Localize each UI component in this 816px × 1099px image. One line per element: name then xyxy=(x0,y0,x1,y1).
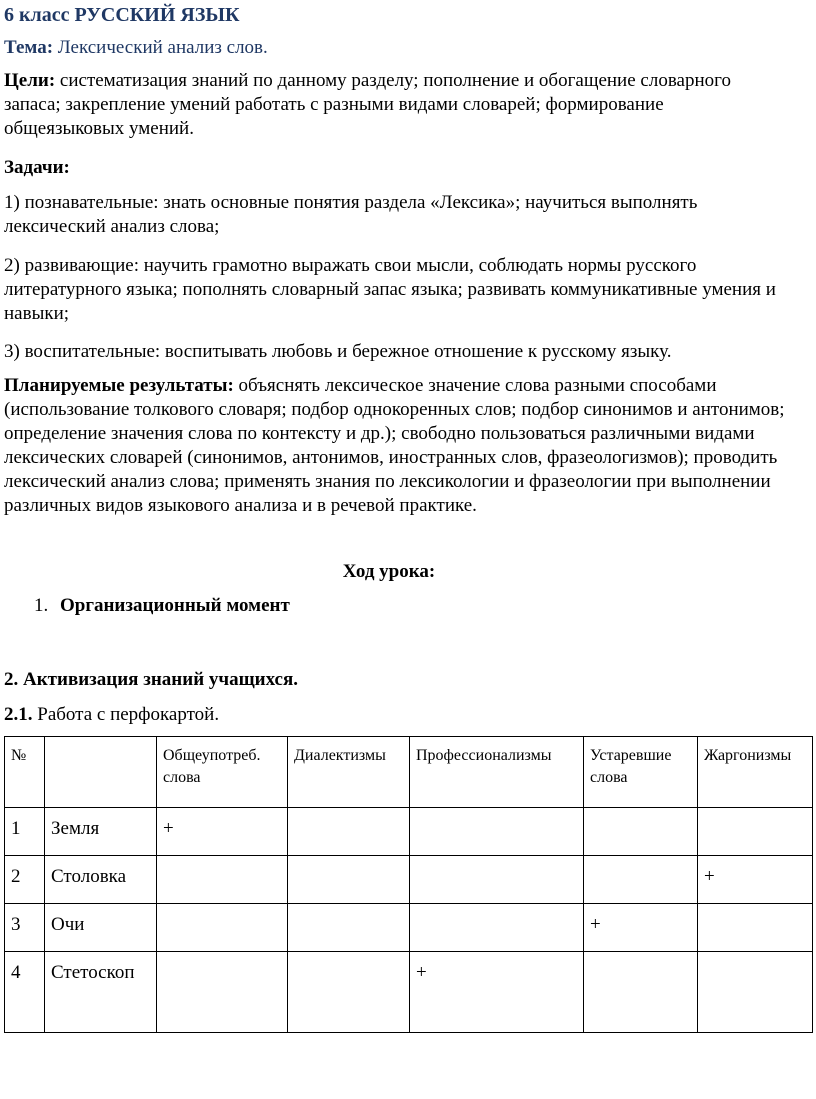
table-cell: Земля xyxy=(45,808,157,856)
table-cell: + xyxy=(584,904,698,952)
table-cell xyxy=(410,904,584,952)
table-cell: 1 xyxy=(5,808,45,856)
tasks-heading-text: Задачи: xyxy=(4,157,70,178)
table-cell: + xyxy=(157,808,288,856)
table-cell xyxy=(584,952,698,1033)
step-2-1-text: Работа с перфокартой. xyxy=(37,704,220,725)
task-item-2: 2) развивающие: научить грамотно выражать свои мысли, соблюдать нормы русского литературного языка; пополнять словарный запас языка; развивать коммуникативные умения и навыки; xyxy=(4,255,776,324)
lesson-step-2-1 xyxy=(4,703,219,727)
theme-line xyxy=(4,36,268,60)
table-header-row xyxy=(5,737,813,808)
results-text: объяснять лексическое значение слова разными способами (использование толкового словаря; подбор однокоренных слов; подбор синонимов и антонимов; определение значения слова по контексту и др.); свободно пользоваться различными видами лексических словарей (синонимов, антонимов, иностранных слов, фразеологизмов); проводить лексический анализ слова; применять знания по лексикологии и фразеологии при выполнении различных видов языкового анализа и в речевой практике. xyxy=(4,375,785,516)
header-cell-number: № xyxy=(5,737,45,808)
table-cell xyxy=(157,856,288,904)
step-1-number: 1. xyxy=(34,595,49,616)
table-row xyxy=(5,952,813,1033)
lesson-step-2 xyxy=(4,668,298,692)
header-cell-professional: Профессионализмы xyxy=(410,737,584,808)
table-cell: 4 xyxy=(5,952,45,1033)
tasks-heading xyxy=(4,156,70,180)
theme-value: Лексический анализ слов. xyxy=(57,37,268,58)
step-1-title: Организационный момент xyxy=(60,595,290,616)
table-row xyxy=(5,856,813,904)
punch-card-table xyxy=(4,736,813,1033)
theme-label: Тема: xyxy=(4,37,54,58)
table-cell xyxy=(698,952,813,1033)
table-cell: Очи xyxy=(45,904,157,952)
title-text: 6 класс РУССКИЙ ЯЗЫК xyxy=(4,4,240,26)
table-cell xyxy=(698,904,813,952)
table-row xyxy=(5,808,813,856)
table-cell xyxy=(288,904,410,952)
header-cell-word xyxy=(45,737,157,808)
table-cell xyxy=(288,856,410,904)
table-cell xyxy=(410,808,584,856)
lesson-step-1 xyxy=(34,594,290,618)
header-cell-common: Общеупотреб. слова xyxy=(157,737,288,808)
table-cell: Стетоскоп xyxy=(45,952,157,1033)
header-cell-jargon: Жаргонизмы xyxy=(698,737,813,808)
lesson-heading-text: Ход урока: xyxy=(342,561,436,582)
table-cell: 3 xyxy=(5,904,45,952)
table-cell: + xyxy=(698,856,813,904)
table-cell xyxy=(157,952,288,1033)
lesson-heading xyxy=(4,560,774,584)
page-title xyxy=(4,3,240,27)
table-cell xyxy=(584,808,698,856)
table-cell xyxy=(288,808,410,856)
table-cell xyxy=(584,856,698,904)
table-cell: + xyxy=(410,952,584,1033)
header-cell-obsolete: Устаревшие слова xyxy=(584,737,698,808)
goals-paragraph xyxy=(4,69,784,141)
step-2-1-number: 2.1. xyxy=(4,704,33,725)
table-cell: 2 xyxy=(5,856,45,904)
table-cell xyxy=(410,856,584,904)
table-row xyxy=(5,904,813,952)
goals-label: Цели: xyxy=(4,70,56,91)
table-cell xyxy=(157,904,288,952)
table-cell: Столовка xyxy=(45,856,157,904)
results-label: Планируемые результаты: xyxy=(4,375,234,396)
step-2-title: 2. Активизация знаний учащихся. xyxy=(4,669,299,690)
header-cell-dialect: Диалектизмы xyxy=(288,737,410,808)
results-paragraph xyxy=(4,374,794,518)
task-item-1: 1) познавательные: знать основные понятия раздела «Лексика»; научиться выполнять лексический анализ слова; xyxy=(4,192,698,237)
goals-text: систематизация знаний по данному разделу; пополнение и обогащение словарного запаса; закрепление умений работать с разными видами словарей; формирование общеязыковых умений. xyxy=(4,70,731,139)
task-item-3: 3) воспитательные: воспитывать любовь и бережное отношение к русскому языку. xyxy=(4,341,672,362)
table-cell xyxy=(288,952,410,1033)
table-cell xyxy=(698,808,813,856)
